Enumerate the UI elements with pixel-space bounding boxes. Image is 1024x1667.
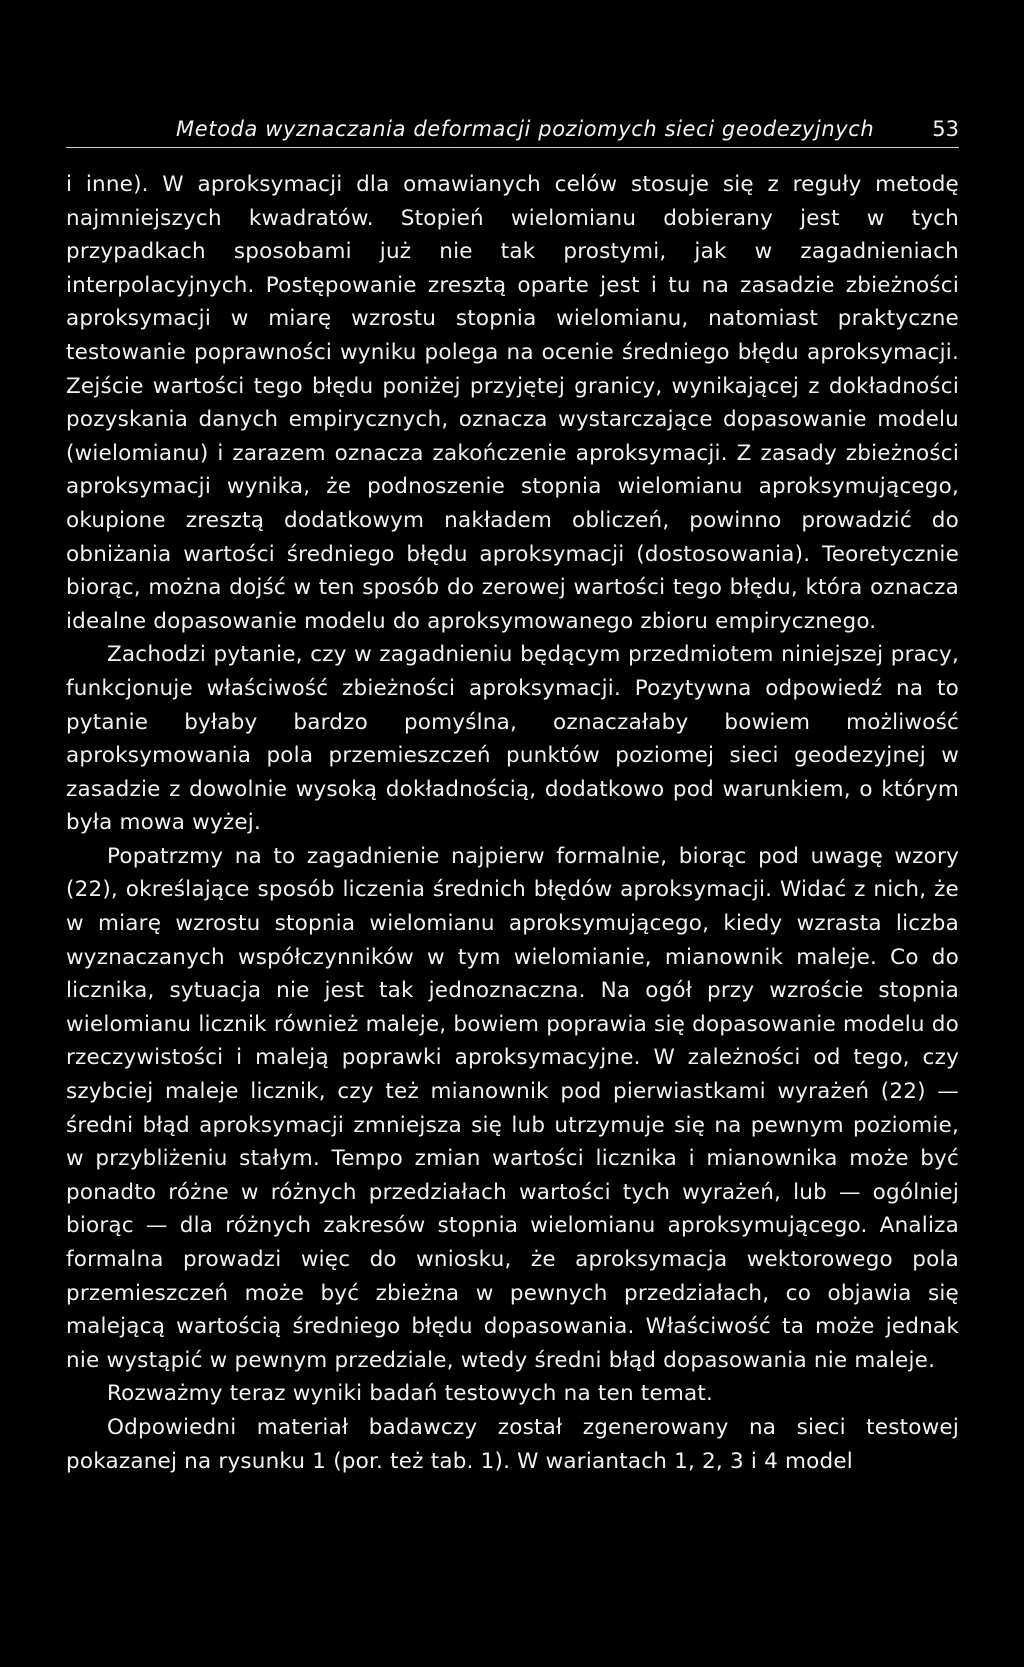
paragraph: Rozważmy teraz wyniki badań testowych na ten temat. [107, 1381, 714, 1407]
paragraph: Odpowiedni materiał badawczy został zgenerowany na sieci testowej pokazanej na rysunku 1 (por. też tab. 1). W wariantach 1, 2, 3 i 4 model [66, 1414, 959, 1474]
body-text [66, 168, 959, 1478]
paragraph: Popatrzmy na to zagadnienie najpierw formalnie, biorąc pod uwagę wzory (22), określające sposób liczenia średnich błędów aproksymacji. Widać z nich, że w miarę wzrostu stopnia wielomianu aproksymującego, kiedy wzrasta liczba wyznaczanych współczynników w tym wielomianie, mianownik maleje. Co do licznika, sytuacja nie jest tak jednoznaczna. Na ogół przy wzroście stopnia wielomianu licznik również maleje, bowiem poprawia się dopasowanie modelu do rzeczywistości i maleją poprawki aproksymacyjne. W zależności od tego, czy szybciej maleje licznik, czy też mianownik pod pierwiastkami wyrażeń (22) — średni błąd aproksymacji zmniejsza się lub utrzymuje się na pewnym poziomie, w przybliżeniu stałym. Tempo zmian wartości licznika i mianownika może być ponadto różne w różnych przedziałach wartości tych wyrażeń, lub — ogólniej biorąc — dla różnych zakresów stopnia wielomianu aproksymującego. Analiza formalna prowadzi więc do wniosku, że aproksymacja wektorowego pola przemieszczeń może być zbieżna w pewnych przedziałach, co objawia się malejącą wartością średniego błędu dopasowania. Właściwość ta może jednak nie wystąpić w pewnym przedziale, wtedy średni błąd dopasowania nie maleje. [66, 843, 959, 1373]
paragraph: Zachodzi pytanie, czy w zagadnieniu będącym przedmiotem niniejszej pracy, funkcjonuje właściwość zbieżności aproksymacji. Pozytywna odpowiedź na to pytanie byłaby bardzo pomyślna, oznaczałaby bowiem możliwość aproksymowania pola przemieszczeń punktów poziomej sieci geodezyjnej w zasadzie z dowolnie wysoką dokładnością, dodatkowo pod warunkiem, o którym była mowa wyżej. [66, 642, 959, 836]
running-header [66, 112, 959, 146]
page-number: 53 [932, 117, 959, 141]
paragraph: i inne). W aproksymacji dla omawianych celów stosuje się z reguły metodę najmniejszych kwadratów. Stopień wielomianu dobierany jest w tych przypadkach sposobami już nie tak prostymi, jak w zagadnieniach interpolacyjnych. Postępowanie zresztą oparte jest i tu na zasadzie zbieżności aproksymacji w miarę wzrostu stopnia wielomianu, natomiast praktyczne testowanie poprawności wyniku polega na ocenie średniego błędu aproksymacji. Zejście wartości tego błędu poniżej przyjętej granicy, wynikającej z dokładności pozyskania danych empirycznych, oznacza wystarczające dopasowanie modelu (wielomianu) i zarazem oznacza zakończenie aproksymacji. Z zasady zbieżności aproksymacji wynika, że podnoszenie stopnia wielomianu aproksymującego, okupione zresztą dodatkowym nakładem obliczeń, powinno prowadzić do obniżania wartości średniego błędu aproksymacji (dostosowania). Teoretycznie biorąc, można dojść w ten sposób do zerowej wartości tego błędu, która oznacza idealne dopasowanie modelu do aproksymowanego zbioru empirycznego. [66, 172, 959, 634]
running-title: Metoda wyznaczania deformacji poziomych sieci geodezyjnych [176, 117, 875, 141]
header-rule [66, 147, 959, 148]
